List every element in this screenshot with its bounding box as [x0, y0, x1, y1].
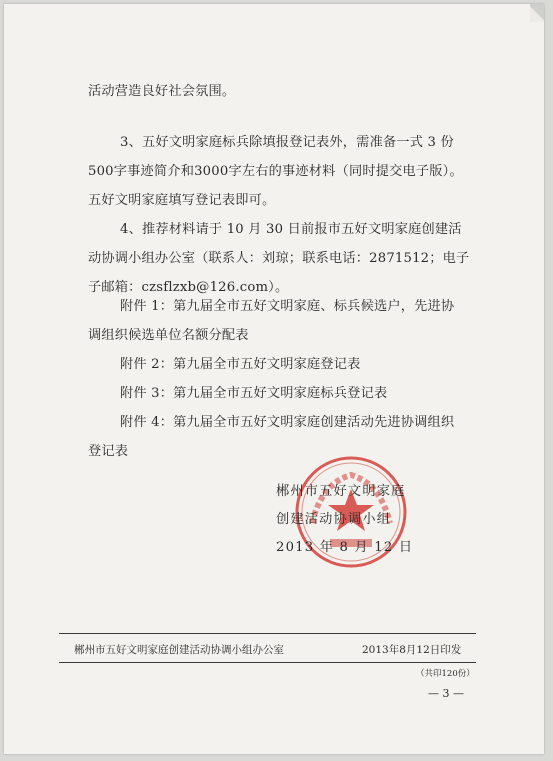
page-number: — 3 —	[428, 687, 464, 700]
footer-rule-bottom	[59, 662, 476, 663]
body-line-1: 活动营造良好社会氛围。	[88, 84, 236, 99]
body-line-6: 动协调小组办公室（联系人：刘琼；联系电话：2871512；电子	[88, 251, 470, 266]
footer-print-date: 2013年8月12日印发	[362, 644, 462, 656]
attachment-1-line-2: 调组织候选单位名额分配表	[88, 328, 249, 343]
footer-office: 郴州市五好文明家庭创建活动协调小组办公室	[74, 644, 284, 656]
attachment-2: 附件 2：第九届全市五好文明家庭登记表	[120, 357, 361, 372]
attachment-4-line-2: 登记表	[88, 444, 129, 459]
attachment-3: 附件 3：第九届全市五好文明家庭标兵登记表	[120, 386, 388, 401]
body-line-3: 500字事迹简介和3000字左右的事迹材料（同时提交电子版）。	[88, 164, 463, 179]
signature-org-line-2: 创建活动协调小组	[276, 512, 392, 527]
body-line-4: 五好文明家庭填写登记表即可。	[88, 193, 276, 208]
signature-org-line-1: 郴州市五好文明家庭	[276, 484, 406, 499]
signature-date: 2013 年 8 月 12 日	[276, 540, 414, 555]
body-line-7: 子邮箱：czsflzxb@126.com）。	[88, 280, 289, 295]
attachment-1-line-1: 附件 1：第九届全市五好文明家庭、标兵候选户，先进协	[120, 299, 455, 314]
footer-rule-top	[59, 633, 476, 634]
body-line-5: 4、推荐材料请于 10 月 30 日前报市五好文明家庭创建活	[120, 222, 462, 237]
attachment-4-line-1: 附件 4：第九届全市五好文明家庭创建活动先进协调组织	[120, 415, 455, 430]
footer-copies: （共印120份）	[416, 669, 475, 679]
page-corner-fold	[530, 4, 544, 22]
body-line-2: 3、五好文明家庭标兵除填报登记表外，需准备一式 3 份	[120, 135, 454, 150]
